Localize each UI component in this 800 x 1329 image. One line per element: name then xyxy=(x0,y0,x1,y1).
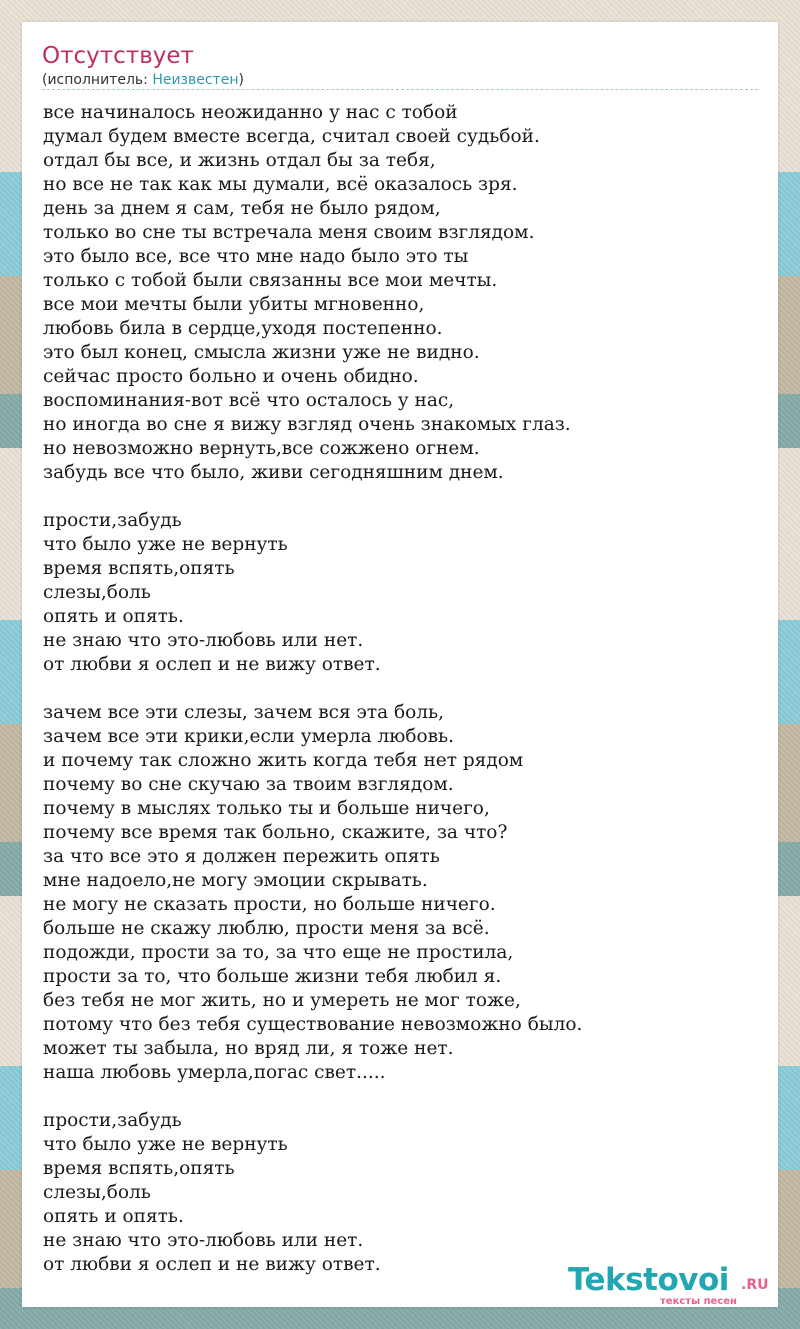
performer-suffix: ) xyxy=(238,72,244,88)
song-title: Отсутствует xyxy=(42,43,194,69)
performer-link[interactable]: Неизвестен xyxy=(152,72,239,88)
performer-prefix: (исполнитель: xyxy=(42,72,153,88)
lyrics-card xyxy=(22,22,778,1307)
logo-tld: .RU xyxy=(741,1277,769,1293)
lyrics-text: все начиналось неожиданно у нас с тобой думал будем вместе всегда, считал своей судьбой. отдал бы все, и жизнь отдал бы за тебя, но все не так как мы думали, всё оказалось зря. день за днем я сам, тебя не было рядом, только во сне ты встречала меня своим взглядом. это было все, все что мне надо было это ты только с тобой были связанны все мои мечты. все мои мечты были убиты мгновенно, любовь била в сердце,уходя постепенно. это был конец, смысла жизни уже не видно. сейчас просто больно и очень обидно. воспоминания-вот всё что осталось у нас, но иногда во сне я вижу взгляд очень знакомых глаз. но невозможно вернуть,все сожжено огнем. забудь все что было, живи сегодняшним днем. прости,забудь что было уже не вернуть время вспять,опять слезы,боль опять и опять. не знаю что это-любовь или нет. от любви я ослеп и не вижу ответ. зачем все эти слезы, зачем вся эта боль, зачем все эти крики,если умерла любовь. и почему так сложно жить когда тебя нет рядом почему во сне скучаю за твоим взглядом. почему в мыслях только ты и больше ничего, почему все время так больно, скажите, за что? за что все это я должен пережить опять мне надоело,не могу эмоции скрывать. не могу не сказать прости, но больше ничего. больше не скажу люблю, прости меня за всё. подожди, прости за то, за что еще не простила, прости за то, что больше жизни тебя любил я. без тебя не мог жить, но и умереть не мог тоже, потому что без тебя существование невозможно было. может ты забыла, но вряд ли, я тоже нет. наша любовь умерла,погас свет..... прости,забудь что было уже не вернуть время вспять,опять слезы,боль опять и опять. не знаю что это-любовь или нет. от любви я ослеп и не вижу ответ. xyxy=(43,102,583,1275)
tekstovoi-logo[interactable] xyxy=(568,1262,778,1310)
logo-tagline: тексты песен xyxy=(660,1296,737,1307)
performer-line xyxy=(42,71,244,89)
logo-wordmark: Tekstovoi xyxy=(568,1262,729,1298)
title-divider xyxy=(42,89,758,90)
